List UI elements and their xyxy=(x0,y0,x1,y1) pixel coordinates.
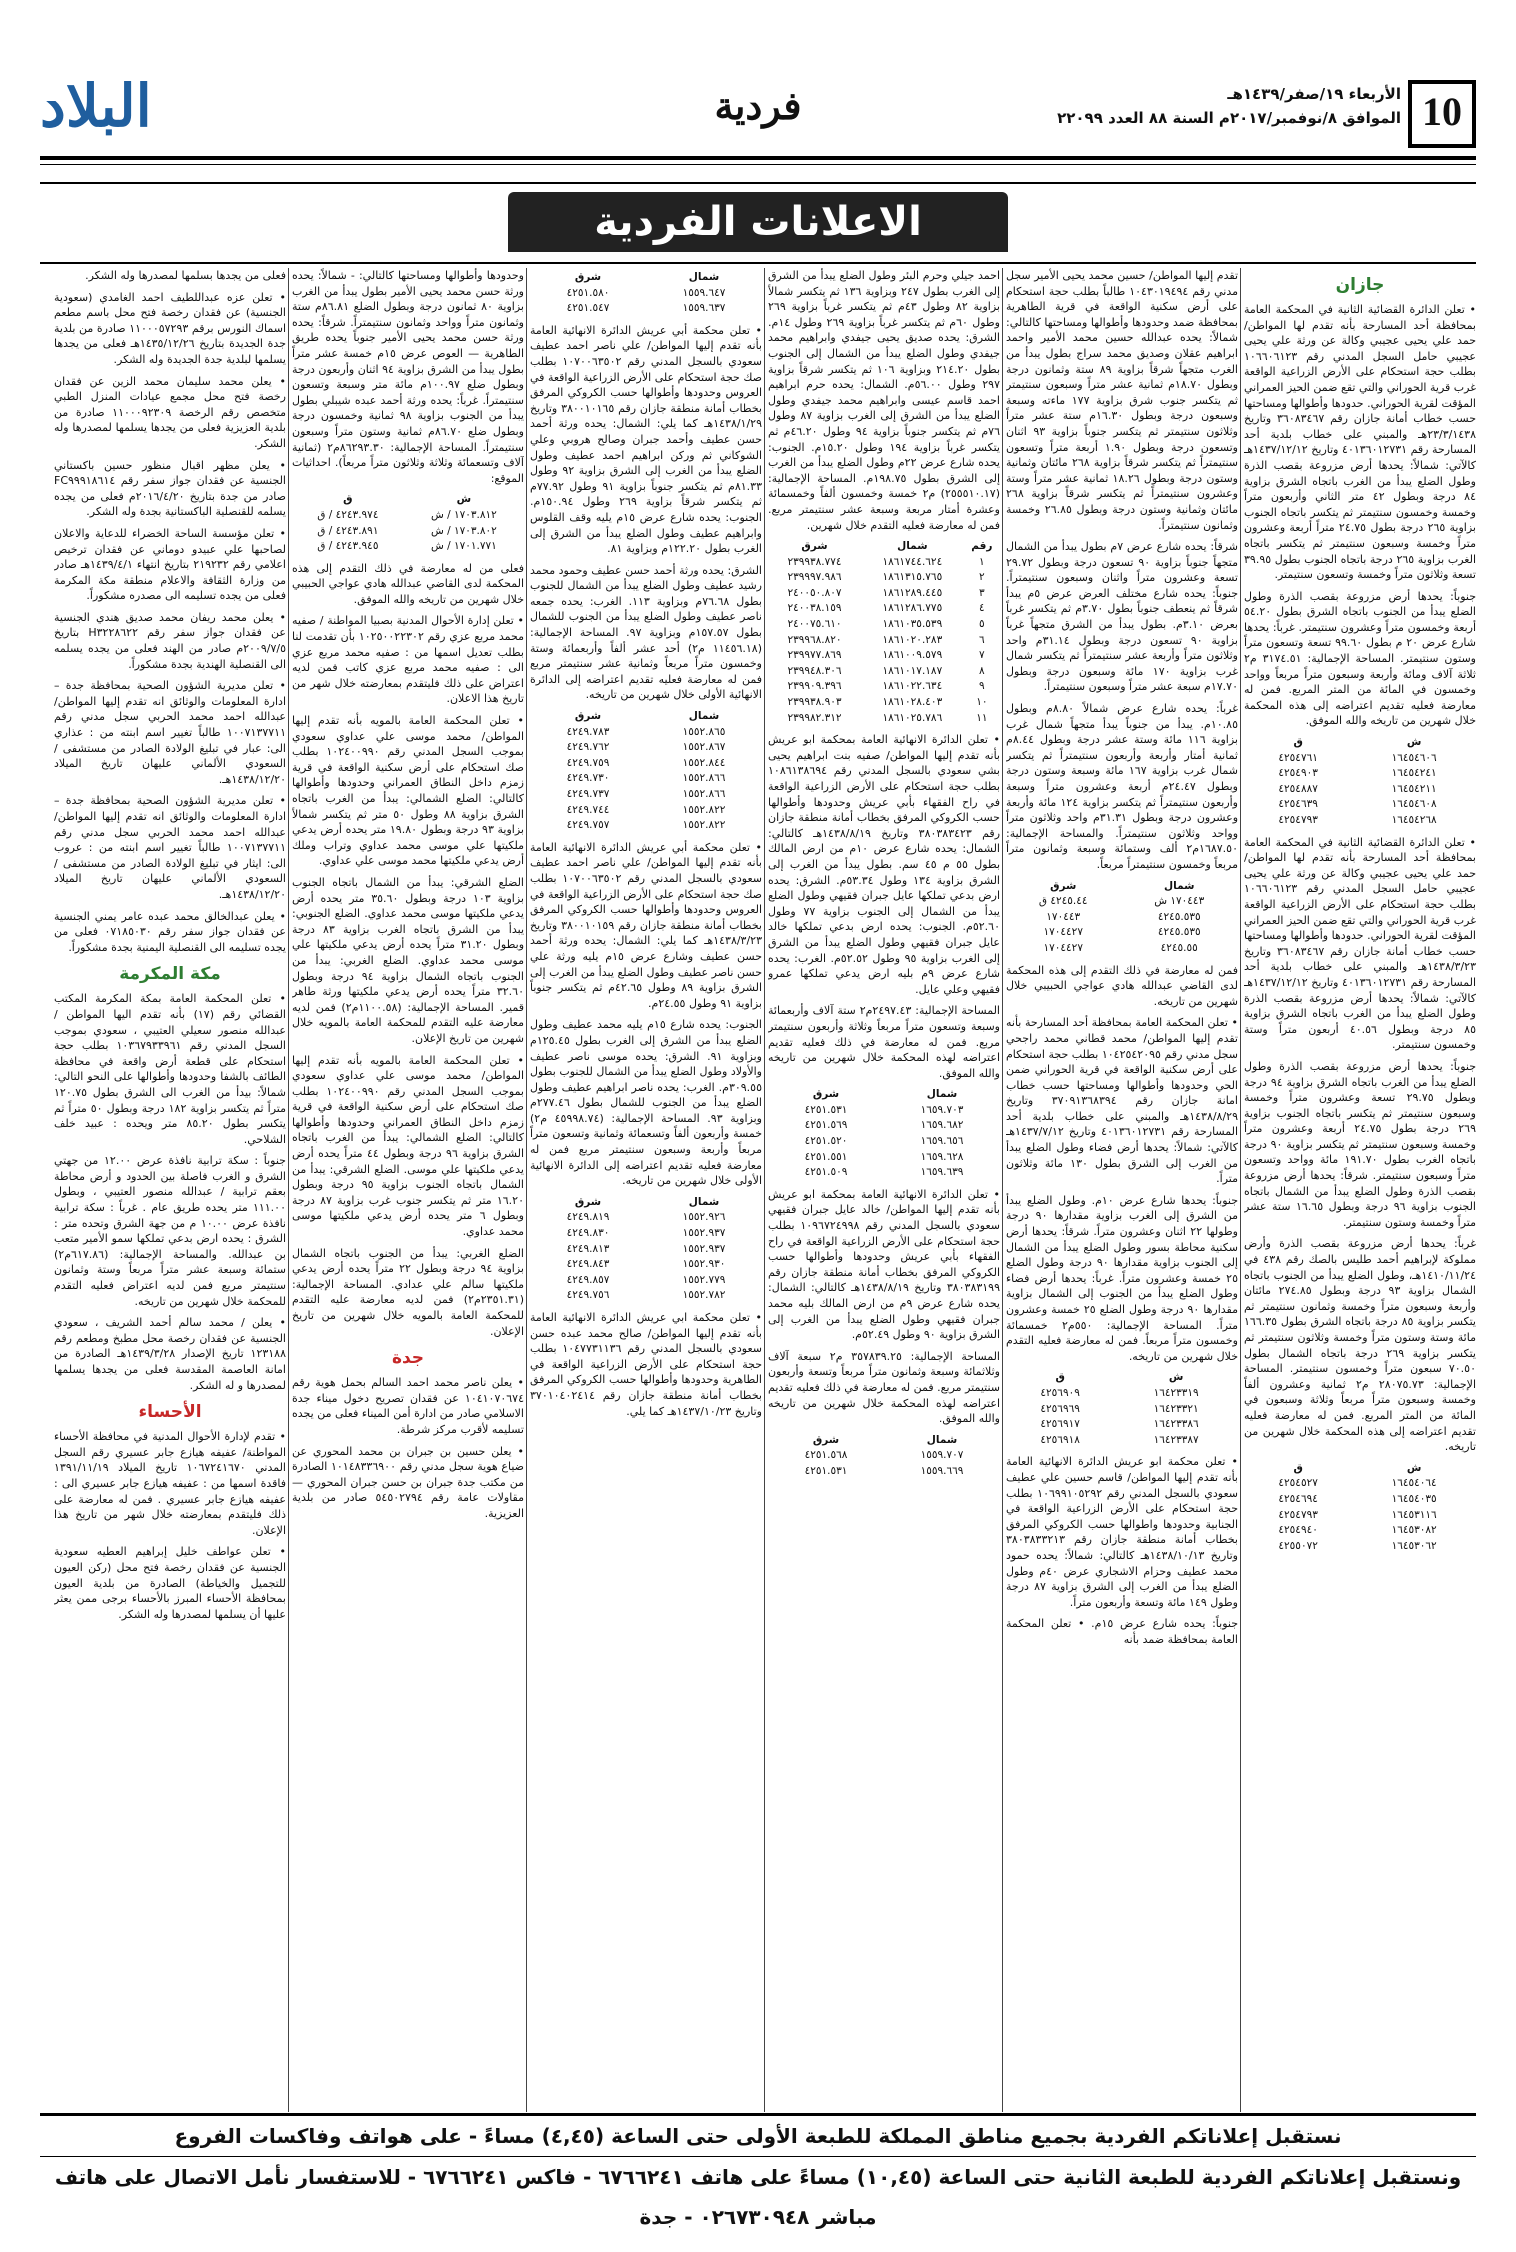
coordinate-cell: ٤٢٤٩.٧٥٩ xyxy=(566,756,610,769)
coordinate-cell: ٧ xyxy=(979,649,985,662)
table-row xyxy=(530,756,762,772)
coordinate-cell: ٤٢٤٣.٩٤٥ / ق xyxy=(317,540,379,553)
coordinate-cell: ١٨٦١٠٢٢.٦٣٤ xyxy=(882,680,943,693)
coordinate-cell: ١٥٥٢.٨٢٢ xyxy=(682,803,726,816)
coordinate-cell: ١٥٥٢.٨٦٧ xyxy=(682,741,726,754)
coordinates-header: شمال xyxy=(926,1088,958,1101)
coordinates-header: شرق xyxy=(574,1195,602,1208)
coordinate-cell: ٢٣٩٩٨٢.٣١٢ xyxy=(787,711,842,724)
table-row xyxy=(1006,910,1238,926)
table-row xyxy=(530,286,762,302)
page-number: 10 xyxy=(1408,80,1476,148)
coordinate-cell: ٢٣٩٩٤٨.٣٠٦ xyxy=(787,664,842,677)
table-row xyxy=(768,1448,1000,1464)
coordinate-cell: ١٦٤٢٣٣٨٦ xyxy=(1153,1418,1199,1431)
coordinate-cell: ١٨٦١٠٠٩.٥٧٩ xyxy=(882,649,943,662)
coordinate-cell: ١١ xyxy=(976,711,988,724)
coordinate-cell: ٤٢٤٩.٨٣٠ xyxy=(566,1227,610,1240)
classified-ad-text: • يعلن حسين بن جبران بن محمد المحوري عن ضياع هوية سجل مدني رقم ١٠١٤٨٣٣٦٩٠٠ الصادرة من مكتب جدة جبران بن حسن جبران المحوري — مقاولات عامة رقم ٥٤٥٠٢٧٩٤ صادر من بلدية العزيزية. xyxy=(292,1444,524,1520)
table-row xyxy=(768,664,1000,680)
table-row xyxy=(530,1242,762,1258)
table-row xyxy=(1244,1523,1476,1539)
coordinate-cell: ٤٢٥٤٧٦١ xyxy=(1278,751,1318,764)
classified-ad-text: • تعلن محكمة ابي عريش الدائرة الانهائية العامة بأنه تقدم إليها المواطن/ صالح محمد عبده حسن سعودي بالسجل المدني رقم ١٠٤٧٧٣١١٣٦ بطلب حجة استحكام على الأرض الزراعية الواقعة في الطاهرية وحدودها وأطوالها حسب الكروكي المرفق بخطاب أمانة منطقة جازان رقم ٣٧٠١٠٤٠٢٤١٤ وتاريخ ١٤٣٧/١٠/٢٣هـ كما يلي. xyxy=(530,1311,762,1418)
coordinate-cell: ١٧٠٤٤٢٧ xyxy=(1043,926,1083,939)
classified-ad-text: • يعلن / محمد سالم أحمد الشريف ، سعودي الجنسية عن فقدان رخصة محل مطبخ ومطعم رقم ١٢٣١٨٨ تاريخ الإصدار ١٤٣٩/٣/٢٨هـ الصادرة من امانة العاصمة المقدسة فعلى من يجدها يسلمها لمصدرها و له الشكر. xyxy=(54,1316,286,1392)
classified-ad-text: • تعلن محكمة ابو عريش الدائرة الانهائية العامة بأنه تقدم إليها المواطن/ قاسم حسين علي عطيف سعودي بالسجل المدني رقم ١٠٦٩٩١٠٥٢٩٢ بطلب حجة استحكام على الأرض الزراعية الواقعة في الجنابية وحدودها واطوالها حسب الكروكي المرفق بخطاب أمانة منطقة جازان رقم ٣٨٠٣٨٣٣٢١٣ وتاريخ ١٤٣٨/١٠/١٣هـ كالتالي: شمالاً: يحده حمود محمد عطيف وحزام الاشجاري عرض ٤٠م وطول الضلع يبدأ من الغرب إلى الشرق بزاوية ٨٧ درجة وطول ١٤٩ مائة وتسعة وأربعون متراً. xyxy=(1006,1455,1238,1609)
coordinates-header: شرق xyxy=(812,1433,840,1446)
coordinate-cell: ٤٢٤٩.٨١٣ xyxy=(566,1242,610,1255)
coordinate-cell: ١٦٤٥٣٠٦٢ xyxy=(1391,1539,1437,1552)
coordinates-header: شمال xyxy=(926,1433,958,1446)
masthead-rule-thin xyxy=(40,164,1476,165)
coordinate-cell: ١٨٦١٠٣٥.٥٣٩ xyxy=(882,618,943,631)
coordinate-cell: ١٦٤٥٣٠٨٢ xyxy=(1391,1524,1437,1537)
coordinate-cell: ١٨٦١٠٢٨.٤٠٣ xyxy=(882,696,943,709)
column-4 xyxy=(530,268,762,2112)
table-row xyxy=(530,1226,762,1242)
classified-ad-text: • تعلن المحكمة العامة بمحافظة أحد المسارحة بأنه تقدم إليها المواطن/ محمد قطاني محمد راجحي سجل مدني رقم ١٠٤٢٥٤٢٠٩٥ بطلب حجة استحكام على أرض سكنية الواقعة في قرية الحوراني ضمن الحي وحدودها وأطوالها ومساحتها حسب خطاب امانة جازان رقم ٣٧٠٩١٣٦٨٣٩٤ وتاريخ ١٤٣٨/٨/٢٩هـ والمبني على خطاب بلدية أحد المسارحة رقم ٤٠١٣٦٠١٢٧٣١ وتاريخ ١٤٣٧/٧/١٢هـ كالآتي: شمالاً: يحدها أرض فضاء وطول الضلع يبدأ من الغرب إلى الشرق بطول ١٣٠ مائة وثلاثون متراً. xyxy=(1006,1016,1238,1186)
coordinates-table xyxy=(768,1087,1000,1181)
coordinate-cell: ٤٢٤٩.٧٥٧ xyxy=(566,819,610,832)
classified-ad-text: • تعلن محكمة أبي عريش الدائرة الانهائية العامة بأنه تقدم إليها المواطن/ علي ناصر احمد عطيف سعودي بالسجل المدني رقم ١٠٧٠٠٦٣٥٠٢ بطلب صك حجة استحكام على الأرض الزراعية الواقعة في العروس وحدودها وأطوالها حسب الكروكي المرفق بخطاب أمانة منطقة جازان رقم ٣٨٠٠١٠١٦٥ وتاريخ ١٤٣٨/١/٢٩هـ كما يلي: الشمال: يحده ورثة أحمد حسن عطيف وأحمد جبران وصالح هروبي وعلي الشوكاني ثم وركن ابراهيم احمد عطيف وطول الضلع يبدأ من الغرب إلى الشرق بزاوية ٩٢ وطول ٨١.٣٣م ثم يتكسر جنوباً بزاوية ٩١ وطول ٧٧.٩٢م ثم يتكسر شرقاً بزاوية ٢٦٩ وطول ١٥٠.٩٤م. الجنوب: يحده شارع عرض ١٥م يليه وقف القلوس وابراهيم عطيف وطول الضلع يبدأ من الشرق إلى الغرب بطول ١٢٢.٢٠م وبزاوية ٨١. xyxy=(530,323,762,556)
coordinate-cell: ١٧٠٣.٨١٢ / ش xyxy=(430,508,497,521)
coordinate-cell: ٤٢٤٩.٨١٩ xyxy=(566,1211,610,1224)
banner-title: الاعلانات الفردية xyxy=(508,192,1008,252)
coordinate-cell: ١٧٠٣.٨٠٢ / ش xyxy=(430,524,497,537)
table-row xyxy=(1244,797,1476,813)
coordinate-cell: ٥ xyxy=(979,618,985,631)
coordinate-cell: ١٥٥٢.٨٦٦ xyxy=(682,772,726,785)
masthead-rule xyxy=(40,156,1476,160)
coordinate-cell: ٣ xyxy=(979,586,985,599)
coordinate-cell: ١٥٥٩.٧٠٧ xyxy=(920,1449,964,1462)
coordinate-cell: ٤٢٥١.٥٣١ xyxy=(804,1103,848,1116)
coordinate-cell: ١٦٤٥٤٠٦٤ xyxy=(1391,1477,1437,1490)
classifieds-banner xyxy=(40,182,1476,264)
classified-ad-text: شرقاً: يحده شارع عرض ٧م بطول يبدأ من الشمال متجهاً جنوباً بزاوية ٩٠ تسعون درجة وبطول ٢٩.٧٢ تسعة وعشرون متراً واثنان وسبعون سنتيمتراً. جنوباً: يحده شارع مختلف العرض عرض ٥م يبدأ شرقاً ثم ينعطف جنوباً بطول ٣.٧٠م ثم يتكسر غرباً بعرض ٣.١٠م. بطول يبدأ من الشرق متجهاً غرباً بزاوية ٩٠ تسعون درجة وبطول ٣١.١٤م واحد وثلاثون متراً وأربعة عشر سنتيمتراً ثم يتكسر شمال غرب بزاوية ١٧٠ مائة وسبعون درجة وبطول ١٧.٧٠م سبعة عشر متراً وسبعون سنتيمتراً. xyxy=(1006,540,1238,694)
table-row xyxy=(1006,925,1238,941)
coordinate-cell: ١٦٤٥٣١١٦ xyxy=(1391,1508,1437,1521)
coordinate-cell: ١٥٥٢.٧٧٩ xyxy=(682,1273,726,1286)
classified-ad-text: • تعلن عواطف خليل إبراهيم العطيه سعودية الجنسية عن فقدان رخصة فتح محل (ركن العيون للتجميل والخياطة) الصادرة من بلدية العيون بمحافظة الأحساء المبرز بالأحساء برجى ممن يعثر عليها أن يسلمها لمصدرها وله الشكر. xyxy=(54,1545,286,1621)
table-row xyxy=(768,633,1000,649)
coordinate-cell: ١٦٤٥٤٢١١ xyxy=(1391,782,1437,795)
coordinate-cell: ١٦٤٢٣٣١٩ xyxy=(1153,1386,1199,1399)
coordinate-cell: ٤٢٤٥.٤٤ ق xyxy=(1038,895,1088,908)
coordinate-cell: ١٧٠٤٤٢٧ xyxy=(1043,941,1083,954)
classified-ad-text: • تعلن الدائرة القضائية الثانية في المحكمة العامة بمحافظة أحد المسارحة بأنه تقدم لها المواطن/ حمد علي يحيى عجيبي وكالة عن ورثة علي يحيى عجيبي حامل السجل المدني رقم ١٠٦٦٠٦١٢٣ بطلب حجة استحكام على الأرض الزراعية الواقعة غرب قرية الحوراني والتي تقع ضمن الحيز العمراني المؤقت لقرية الحوراني. حدودها وأطوالها ومساحتها حسب خطاب أمانة جازان رقم ٣٦٠٨٣٤٦٧ وتاريخ ١٤٣٨/٣/٢٣هـ والمبني على خطاب بلدية أحد المسارحة رقم ٤٠١٣٦٠١٢٧٣١ وتاريخ ١٤٣٧/١٢/١٢هـ كالآتي: شمالاً: يحدها أرض مزروعة بقصب الذرة وطول الضلع يبدأ من الغرب باتجاه الشرق بزاوية ٨٥ درجة وبطول ٤٠.٥٦ أربعون متراً وستة وخمسون سنتيمتر. xyxy=(1244,835,1476,1052)
table-row xyxy=(768,1103,1000,1119)
classified-ad-text: فعلى من يجدها بسلمها لمصدرها وله الشكر. xyxy=(85,269,286,282)
table-row xyxy=(1244,813,1476,829)
footer-line-second-edition: ونستقبل إعلاناتكم الفردية للطبعة الثانية حتى الساعة (١٠,٤٥) مساءً على هاتف ٦٧٦٦٢٤١ - فاكس ٦٧٦٦٢٤١ - للاستفسار نأمل الاتصال على هاتف مباشر ٠٢٦٧٣٠٩٤٨ - جدة xyxy=(40,2156,1476,2237)
coordinate-cell: ١٦٥٩.٦٨٢ xyxy=(920,1119,964,1132)
classified-ad-text: • تعلن مؤسسة الساحة الخضراء للدعاية والاعلان لصاحبها علي عبيدو دوماني عن فقدان ترخيص اعلامي رقم ٢١٩٢٣٢ بتاريخ انتهاء ١٤٣٩/٤/١هـ صادر من وزارة الثقافة والاعلام منطقة مكة المكرمة فعلى من يجده تسليمه الى مصدره مشكوراً. xyxy=(54,526,286,603)
table-row xyxy=(1006,1417,1238,1433)
coordinate-cell: ٨ xyxy=(979,664,985,677)
coordinates-header: شرق xyxy=(812,1088,840,1101)
coordinates-header: شمال xyxy=(688,1195,720,1208)
coordinate-cell: ٤٢٤٥.٥٥ xyxy=(1160,941,1198,954)
city-heading: مكة المكرمة xyxy=(119,964,221,985)
column-divider xyxy=(1240,268,1241,2112)
classified-ad-text: • تقدم لإدارة الأحوال المدنية في محافظة الأحساء المواطنة/ عفيفه هيازع جابر عسيري رقم السجل المدني ١٠٦٧٢٤١٦٧٠ تاريخ الميلاد ١٣٩١/١١/١٩ فاقدة اسمها من : عفيفه هيازع جابر عسيري الى : عفيفه هيازع جابر عسيري . فمن له معارضة على ذلك فليتقدم بمعارضته خلال شهر من تاريخ هذا الإعلان. xyxy=(54,1430,286,1537)
coordinate-cell: ١٥٥٩.٦٦٩ xyxy=(920,1464,964,1477)
coordinates-table xyxy=(1006,879,1238,957)
coordinate-cell: ٤٢٤٩.٧٨٣ xyxy=(566,725,610,738)
classified-ad-text: • تعلن إدارة الأحوال المدنية بصبيا المواطنة / صفيه محمد مربع عزي رقم ١٠٢٥٠٠٢٢٣٠٢ بأن تقدمت لنا بطلب تعديل اسمها من : صفيه محمد مربع عزي الى : صفيه محمد مربع عزي كاتب فمن لديه اعتراض على ذلك فليتقدم بمعارضته خلال شهر من تاريخ هذا الاعلان. xyxy=(292,614,524,706)
classified-ad-text: تقدم إليها المواطن/ حسين محمد يحيى الأمير سجل مدني رقم ١٠٤٣٠١٩٤٩٤ طالباً بطلب حجة استحكام على أرض سكنية الواقعة في قرية الطاهرية بمحافظة ضمد وحدودها وأطوالها ومساحتها كالتالي: شمالاً: يحده عبدالله حسين محمد الأمير واحمد ابراهيم عقلان وصديق محمد سراج بطول يبدأ من الغرب متجهاً شرقاً بزاوية ٨٩ ستة وثمانون درجة وبطول ١٨.٧٠م ثمانية عشر متراً وسبعون سنتيمتر ثم يتكسر جنوب شرق بزاوية ١٧٧ ماءته وسبعة وسبعون درجة وبطول ١٦.٣٠م ستة عشر متراً وثلاثون سنتيمتر ثم يتكسر جنوباً بزاوية ٩٣ اثنان وتسعون درجة وبطول ١.٩٠ أربعة متراً وتسعون سنتيمتراً ثم يتكسر شرقاً بزاوية ٢٦٨ مائتان وثمانية وستون درجة وبطول ١٨.٢٦ ثمانية عشر متراً وستة وعشرون سنتيمتراً ثم يتكسر شرقاً بزاوية ٢٦٨ مائتان وثمانية وستون درجة وبطول ٢٦.٨٥ وخمسة وثمانون سنتيمتراً. xyxy=(1006,269,1238,532)
coordinate-cell: ٤٢٥١.٥٦٩ xyxy=(804,1119,848,1132)
coordinates-header: شمال xyxy=(897,540,928,553)
coordinates-table xyxy=(530,1195,762,1304)
classified-ad-text: جنوباً: يحدها شارع عرض ١٠م. وطول الضلع يبدأ من الشرق إلى الغرب بزاوية مقدارها ٩٠ درجة وطولها ٢٢ اثنان وعشرون متراً. شرقاً: يحدها أرض سكنية محاطة بسور وطول الضلع يبدأ من الشمال إلى الجنوب بزاوية مقدارها ٩٠ درجة وطول الضلع ٢٥ خمسة وعشرون متراً. غرباً: يحدها أرض فضاء وطول الضلع يبدأ من الجنوب إلى الشمال بزاوية مقدارها ٩٠ درجة وطول الضلع ٢٥ خمسة وعشرون متراً. المساحة الإجمالية: ٥٥٠م٢ خمسمائة وخمسون متراً مربعاً. فمن له معارضة فعليه التقدم خلال شهرين من تاريخه. xyxy=(1006,1193,1238,1363)
coordinate-cell: ٢٣٩٩٣٨.٧٧٤ xyxy=(787,555,842,568)
classified-ad-text: • يعلن محمد ريفان محمد صديق هندي الجنسية عن فقدان جواز سفر رقم H٣٢٢٨٦٢٢ بتاريخ ٢٠٠٩/٧/٥م صادر من الهند فعلى من يجده يسلمه الى القنصلية الهندية بجدة مشكوراً. xyxy=(54,610,286,671)
coordinate-cell: ١٥٥٢.٩٣٠ xyxy=(682,1258,726,1271)
classified-ad-text: • تعلن عزه عبداللطيف احمد الغامدي (سعودية الجنسية) عن فقدان رخصة فتح محل باسم مطعم اسماك النورس برقم ١١٠٠٠٥٧٢٩٣ صادرة من بلدية جدة الجديدة بتاريخ ١٤٣٥/١٢/٢٦هـ فعلى من يجدها يسلمها لبلدية جدة الجديدة وله الشكر. xyxy=(54,290,286,366)
coordinate-cell: ١٨٦١٢٨٦.٧٧٥ xyxy=(882,602,943,615)
coordinate-cell: ٤٢٥٥٠٧٢ xyxy=(1278,1539,1318,1552)
table-row xyxy=(1006,941,1238,957)
coordinate-cell: ١٥٥٢.٨٤٤ xyxy=(682,756,726,769)
coordinates-table xyxy=(1244,1461,1476,1555)
classified-ad-text: المساحة الإجمالية: ٣٥٧٨٣٩.٢٥ م٢ سبعة آلاف وثلاثمائة وسبعة وثمانون متراً مربعاً وتسعة وأربعون سنتيمتر مربع. فمن له معارضة في ذلك فعليه تقديم اعتراضه لهذه المحكمة خلال شهرين من تاريخه والله الموفق. xyxy=(768,1349,1000,1426)
table-row xyxy=(1244,751,1476,767)
coordinates-table xyxy=(292,492,524,554)
coordinate-cell: ٤٢٤٩.٧٤٤ xyxy=(566,803,610,816)
coordinates-table xyxy=(1244,735,1476,829)
table-row xyxy=(1244,1508,1476,1524)
coordinate-cell: ٤٢٤٩.٨٥٧ xyxy=(566,1273,610,1286)
table-row xyxy=(530,1288,762,1304)
coordinates-header: ش xyxy=(1406,736,1422,749)
table-row xyxy=(530,1273,762,1289)
coordinate-cell: ٤٢٥١.٥٤٧ xyxy=(566,302,610,315)
table-row xyxy=(1006,1402,1238,1418)
coordinate-cell: ٢٣٩٩٠٩.٣٩٦ xyxy=(787,680,842,693)
table-row xyxy=(768,1150,1000,1166)
coordinates-header: شرق xyxy=(801,540,828,553)
table-row xyxy=(530,771,762,787)
coordinates-header: شمال xyxy=(688,710,720,723)
column-divider xyxy=(764,268,765,2112)
coordinates-header: ش xyxy=(456,493,472,506)
coordinates-header: ق xyxy=(1293,1461,1303,1474)
coordinate-cell: ١٨٦١٠٢٠.٢٨٣ xyxy=(882,633,943,646)
coordinate-cell: ١٥٥٢.٩٣٧ xyxy=(682,1242,726,1255)
coordinate-cell: ٤٢٥١.٥٥١ xyxy=(804,1150,848,1163)
coordinate-cell: ١٥٥٢.٨٢٢ xyxy=(682,819,726,832)
coordinate-cell: ٤٢٥٦٩١٧ xyxy=(1040,1418,1080,1431)
coordinate-cell: ٢٣٩٩٩٧.٩٨٦ xyxy=(787,571,842,584)
coordinate-cell: ٤٢٤٣.٨٩١ / ق xyxy=(317,524,379,537)
coordinates-header: شرق xyxy=(574,271,602,283)
coordinate-cell: ١٨٦١٢٨٩.٤٤٥ xyxy=(882,586,943,599)
classified-ad-text: • تعلن مديرية الشؤون الصحية بمحافظة جدة –ادارة المعلومات والوثائق انه تقدم إليها المواطن/عبدالله احمد محمد الحربي سجل مدني رقم ١٠٠٧١٣٧٧١١ طالباً تغيير اسم ابنته من : عذاري الى: عبار في تبليغ الولادة الصادر من مستشفى / السعودي الألماني عليهان تاريخ الميلاد ١٤٣٨/١٢/٢٠هـ. xyxy=(54,679,286,786)
coordinate-cell: ٢٤٠٠٧٥.٦١٠ xyxy=(787,618,842,631)
coordinate-cell: ١٦٤٥٤٢٦٨ xyxy=(1391,814,1437,826)
table-row xyxy=(530,740,762,756)
coordinates-header: ق xyxy=(1293,736,1303,749)
coordinates-header: رقم xyxy=(971,540,993,553)
classified-ad-text: • تعلن الدائرة القضائية الثانية في المحكمة العامة بمحافظة أحد المسارحة بأنه تقدم لها المواطن/ حمد علي يحيى عجيبي وكالة عن ورثة علي يحيى عجيبي حامل السجل المدني رقم ١٠٦٦٠٦١٢٣ بطلب حجة استحكام على الأرض الزراعية الواقعة غرب قرية الحوراني والتي تقع ضمن الحيز العمراني المؤقت لقرية الحوراني. حدودها وأطوالها ومساحتها حسب خطاب أمانة جازان رقم ٣٦٠٨٣٤٦٧ وتاريخ ٢٣/٣/١٤٣٨هـ والمبني على خطاب بلدية أحد المسارحة رقم ٤٠١٣٦٠١٢٧٣١ وتاريخ ١٤٣٧/١٢/١٢هـ كالآتي: شمالاً: يحدها أرض مزروعة بقصب الذرة وطول الضلع يبدأ من الغرب باتجاه الشرق بزاوية ٨٤ درجة وبطول ٤٢ متر الثاني وأربعون متراً وخمسة وخمسون سنتيمتر ثم يتكسر باتجاه الجنوب بزاوية ٢٦٥ درجة بطول ٢٤.٧٥ متراً أربعة وعشرون متراً وخمسة وسبعون سنتيمتر ثم يتكسر باتجاه الغرب بزاوية ٢٦٥ درجة باتجاه الجنوب بطول ٣٩.٩٥ تسعة وثلاثون متراً وخمسة وتسعون سنتيمتر. xyxy=(1244,303,1476,582)
coordinate-cell: ٤٢٥٦٩١٨ xyxy=(1040,1433,1080,1446)
table-row xyxy=(530,787,762,803)
table-row xyxy=(1006,1433,1238,1449)
coordinates-table xyxy=(1006,1370,1238,1448)
coordinates-header: ش xyxy=(1168,1371,1184,1384)
coordinates-table xyxy=(530,709,762,834)
coordinate-cell: ٤٢٤٩.٧٣٧ xyxy=(566,788,610,800)
coordinate-cell: ٤٢٥٤٧٩٣ xyxy=(1278,814,1318,826)
coordinate-cell: ١٦٥٩.٦٣٩ xyxy=(920,1166,964,1179)
classified-ad-text: فمن له معارضة في ذلك التقدم إلى هذه المحكمة لدى القاضي عبدالله هادي عواجي الحبيبي خلال شهرين من تاريخه. xyxy=(1006,963,1238,1008)
coordinate-cell: ١٧٠٤٤٣ ش xyxy=(1154,895,1205,908)
column-divider xyxy=(288,268,289,2112)
table-row xyxy=(768,1134,1000,1150)
coordinate-cell: ٢٤٠٠٣٨.١٥٩ xyxy=(787,602,842,615)
coordinate-cell: ٤٢٥١.٥٢٠ xyxy=(804,1135,848,1148)
table-row xyxy=(530,803,762,819)
coordinate-cell: ١٥٥٩.٦٣٧ xyxy=(682,302,726,315)
table-row xyxy=(768,617,1000,633)
coordinates-header: شمال xyxy=(688,271,720,283)
table-row xyxy=(1006,894,1238,910)
classified-ad-text: جنوباً : سكة ترابية نافذة عرض ١٢.٠٠ من جهتي الشرق و الغرب فاصلة بين الحدود و أرض محاطة بعقم ترابية / عبدالله منصور العتيبي ، وبطول ١١١.٠٠ متر يحده طريق عام . غرباً : سكة ترابية نافذة عرض ١٠.٠٠ م من جهة الشرق وتحده متر : الشرق : يحده ارض بدعي تملكها سمو الأمير متعب بن عبدالله. والمساحة الإجمالية: (٦١٧.٨٦م٢) ستمائة وسبعة عشر متراً مربعاً وستة وثمانون سنتيمتر مربع فمن لديه اعتراض فعليه التقدم للمحكمة خلال شهرين من تاريخه. xyxy=(54,1154,286,1308)
coordinate-cell: ١٧٠٤٤٣ xyxy=(1046,910,1081,923)
coordinates-header: ش xyxy=(1406,1461,1422,1474)
footer-notice xyxy=(40,2113,1476,2229)
classified-ad-text: جنوباً: يحدها أرض مزروعة بقصب الذرة وطول الضلع يبدأ من الجنوب باتجاه الشرق بطول ٥٤.٢٠ أربعة وخمسون متراً وعشرون سنتيمتر. غرباً: يحدها شارع عرض ٢٠ م بطول ٩٩.٦٠ تسعة وتسعون متراً وستون سنتيمتر. المساحة الإجمالية: ٣١٧٤.٥١ م٢ ثلاثة آلاف ومائة وأربعة وسبعون متراً مربعاً وواحد وخمسون في المائة من المتر المربع. فمن له معارضة فعليه تقديم اعتراضه إلى هذه المحكمة خلال شهرين من تاريخه والله الموفق. xyxy=(1244,589,1476,728)
coordinate-cell: ٤٢٥١.٥٦٨ xyxy=(804,1449,848,1462)
newspaper-logo: البلاد xyxy=(40,72,152,140)
coordinates-table xyxy=(768,1433,1000,1480)
coordinate-cell: ١٦٤٥٤٦٠٦ xyxy=(1391,751,1437,764)
coordinate-cell: ٤٢٥١.٥٨٠ xyxy=(566,286,610,299)
coordinates-table xyxy=(530,270,762,317)
masthead xyxy=(40,70,1476,170)
coordinates-header: ق xyxy=(343,493,353,506)
coordinate-cell: ١٨٦١٧٤٤.٦٢٤ xyxy=(882,555,943,568)
city-heading: جدة xyxy=(391,1348,425,1369)
table-row xyxy=(768,695,1000,711)
coordinate-cell: ٢٣٩٩٣٨.٩٠٣ xyxy=(787,696,842,709)
classified-ad-text: الشرق: يحده ورثة أحمد حسن عطيف وحمود محمد رشيد عطيف وطول الضلع يبدأ من الشمال للجنوب بطول ٧٦.٦٨م وبزاوية ١١٣. الغرب: يحده جمعه ناصر عطيف وطول الضلع يبدأ من الجنوب للشمال بطول ١٥٧.٥٧م وبزاوية ٩٧. المساحة الإجمالية: (١١٤٥٦.١٨ م٢) أحد عشر ألفاً وأربعمائة وستة وخمسون متراً مربعاً وثمانية عشر سنتيمتر مربع فمن له معارضة فعليه تقديم اعتراضه إلى الدائرة الانهائية الأولى خلال شهرين من تاريخه. xyxy=(530,563,762,702)
coordinate-cell: ٤٢٤٩.٧٦٢ xyxy=(566,741,610,754)
coordinate-cell: ٢٤٠٠٥٠.٨٠٧ xyxy=(787,586,842,599)
column-2 xyxy=(1006,268,1238,2112)
coordinates-header: شمال xyxy=(1164,879,1195,892)
footer-line-first-edition: نستقبل إعلاناتكم الفردية بجميع مناطق المملكة للطبعة الأولى حتى الساعة (٤,٤٥) مساءً - على هواتف وفاكسات الفروع xyxy=(174,2124,1342,2148)
coordinate-cell: ٤٢٥١.٥٣١ xyxy=(804,1464,848,1477)
coordinate-cell: ٤٢٥٤٩٠٣ xyxy=(1278,767,1318,780)
coordinate-cell: ٤٢٥٤٦٩٤ xyxy=(1278,1492,1318,1505)
classified-ad-text: • تعلن محكمة أبي عريش الدائرة الانهائية العامة بأنه تقدم إليها المواطن/ علي ناصر احمد عطيف سعودي بالسجل المدني رقم ١٠٧٠٠٦٣٥٠٢ بطلب صك حجة استحكام على الأرض الزراعية الواقعة في العروس وحدودها وأطوالها حسب الكروكي المرفق بخطاب أمانة منطقة جازان رقم ٣٨٠٠١٠١٥٩ وتاريخ ١٤٣٨/٣/٢٣هـ كما يلي: الشمال: يحده ورثة أحمد حسن عطيف وشارع عرض ١٥م يليه ورثة علي حسن ناصر عطيف وطول الضلع يبدأ من الغرب إلى الشرق بزاوية ٨٩ وطول ٤٢.٦٥م ثم يتكسر جنوباً بزاوية ٩١ وطول ٢٤.٥٥م. xyxy=(530,840,762,1010)
table-row xyxy=(768,648,1000,664)
coordinate-cell: ٤٢٥٦٩٦٩ xyxy=(1040,1402,1080,1415)
table-row xyxy=(530,818,762,834)
coordinate-cell: ٤٢٤٩.٧٥٦ xyxy=(566,1289,610,1302)
column-5 xyxy=(292,268,524,2112)
coordinate-cell: ١٦٤٥٤٢٤١ xyxy=(1391,767,1437,780)
classified-ad-text: • تعلن المحكمة العامة بالمويه بأنه تقدم إليها المواطن/ محمد موسى علي عداوي سعودي بموجب السجل المدني رقم ١٠٢٤٠٠٩٩٠ بطلب صك استحكام على أرض سكنية الواقعة في قرية زمزم داخل النطاق العمراني وحدودها وأطوالها كالتالي: الضلع الشمالي: يبدأ من الغرب باتجاه الشرق بزاوية ٩٦ درجة وبطول ٤٤ متراً يحده أرض يدعي ملكيتها علي موسى. الضلع الشرقي: يبدأ من الشمال باتجاه الجنوب بزاوية ٩٥ درجة وبطول ١٦.٢٠ متر ثم يتكسر جنوب غرب بزاوية ٨٧ درجة وبطول ٦ متر يحده أرض يدعي ملكيتها موسى محمد عداوي. xyxy=(292,1053,524,1239)
city-heading: جازان xyxy=(1335,275,1385,295)
coordinate-cell: ١٨٦١٠٢٥.٧٨٦ xyxy=(882,711,943,724)
coordinate-cell: ٩ xyxy=(979,680,985,693)
column-divider xyxy=(1002,268,1003,2112)
classified-ad-text: جنوباً: يحده شارع عرض ١٥م. • تعلن المحكمة العامة بمحافظة ضمد بأنه xyxy=(1006,1617,1238,1646)
coordinate-cell: ٤٢٥٤٧٩٣ xyxy=(1278,1508,1318,1521)
table-row xyxy=(1006,1386,1238,1402)
coordinate-cell: ١٦٤٢٣٣٨٧ xyxy=(1153,1433,1199,1446)
table-row xyxy=(530,1257,762,1273)
classified-ad-text: احمد جيلي وحرم البئر وطول الضلع يبدأ من الشرق إلى الغرب بطول ٢٤٧ وبزاوية ١٣٦ ثم يتكسر شمالاً بزاوية ٨٢ وطول ٤٣م ثم يتكسر غرباً بزاوية ٢٦٩ وطول ٦٠م ثم يتكسر غرباً بزاوية ٢٦٩ وطول ١٤م. الشرق: يحده صديق يحيى جيفدي وابراهيم محمد جيفدي وطول الضلع يبدأ من الشمال إلى الجنوب بطول ٢١٤.٢٠ وبزاوية ١٠٦ ثم يتكسر شرقاً بزاوية ٢٩٧ وطول ٥٦.٠٠م. الشمال: يحده حرم ابراهيم احمد قاسم عيسى وابراهيم محمد جيفدي وطول الضلع يبدأ من الشرق إلى الغرب بزاوية ٨٧ وطول ٧٦م ثم يتكسر جنوباً بزاوية ٩٤ وطول ٤٦.٢٠م ثم يتكسر غرباً بزاوية ١٩٤ وطول ١٥.٢٠م. الجنوب: يحده شارع عرض ٢٢م وطول الضلع يبدأ من الغرب إلى الشرق بطول ١٩٨.٧٥م. المساحة الإجمالية: (٢٥٥٥١٠.١٧) م٢ خمسة وخمسون ألفاً وخمسمائة وعشرة أمتار مربعة وسبعة عشر سنتيمتر مربع. فمن له معارضة فعليه التقدم خلال شهرين. xyxy=(768,269,1000,532)
table-row xyxy=(1244,1539,1476,1555)
city-heading: الأحساء xyxy=(138,1402,202,1423)
table-row xyxy=(768,570,1000,586)
coordinate-cell: ٤٢٤٩.٨٤٣ xyxy=(566,1258,610,1271)
coordinate-cell: ٢ xyxy=(979,571,985,584)
coordinate-cell: ٤٢٥١.٥٠٩ xyxy=(804,1166,848,1179)
coordinate-cell: ٤٢٥٤٨٨٧ xyxy=(1278,782,1318,795)
coordinate-cell: ١٦٤٢٣٣٢١ xyxy=(1153,1402,1199,1415)
coordinate-cell: ١٥٥٩.٦٤٧ xyxy=(682,286,726,299)
table-row xyxy=(292,524,524,540)
coordinate-cell: ١٦٥٩.٧٠٣ xyxy=(920,1103,964,1116)
classified-ad-text: • تعلن المحكمة العامة بالمويه بأنه تقدم إليها المواطن/ محمد موسى علي عداوي سعودي بموجب السجل المدني رقم ١٠٢٤٠٠٩٩٠ بطلب صك استحكام على أرض سكنية الواقعة في قرية زمزم داخل النطاق العمراني وحدودها وأطوالها كالتالي: الضلع الشمالي: يبدأ من الغرب باتجاه الشرق بزاوية ٨٨ وطول ٥٠ متر ثم يتكسر شمالاً بزاوية ٩٣ درجة وبطول ١٩.٨٠ متر يحده أرض يدعي ملكيتها علي موسى محمد عداوي وتراب وملك أرض يدعي ملكيتها محمد موسى علي عداوي. xyxy=(292,714,524,868)
table-row xyxy=(768,555,1000,571)
coordinate-cell: ٤٢٥٤٥٢٧ xyxy=(1278,1477,1318,1490)
classified-ad-text: • تعلن الدائرة الانهائية العامة بمحكمة ابو عريش بأنه تقدم إليها المواطن/ خالد عايل جبران فقيهي سعودي بالسجل المدني رقم ١٠٩٦٧٢٤٩٩٨ بطلب حجة استحكام على الأرض الزراعية الواقعة في راح الفقهاء بأبي عريش وحدودها وأطوالها حسب الكروكي المرفق بخطاب أمانة منطقة جازان رقم ٣٨٠٣٨٣١٩٩ وتاريخ ١٤٣٨/٨/١٩هـ كالتالي: الشمال: يحده شارع عرض ٩م من ارض المالك بليه محمد جبران فقيهي وطول الضلع يبدأ من الغرب إلى الشرق بزاوية ٩٠ وطول ٥٢.٤٩م. xyxy=(768,1187,1000,1342)
table-row xyxy=(768,711,1000,727)
table-row xyxy=(768,1464,1000,1480)
coordinates-table xyxy=(768,539,1000,726)
coordinate-cell: ١٥٥٢.٩٣٧ xyxy=(682,1227,726,1240)
coordinate-cell: ١٥٥٢.٨٦٦ xyxy=(682,788,726,800)
coordinate-cell: ١٦٥٩.٦٥٦ xyxy=(920,1135,964,1148)
coordinate-cell: ١٧٠١.٧٧١ / ش xyxy=(430,540,497,553)
coordinate-cell: ٤٢٤٣.٩٧٤ / ق xyxy=(317,508,379,521)
table-row xyxy=(768,1165,1000,1181)
coordinate-cell: ١٦٤٥٤٦٠٨ xyxy=(1391,798,1437,811)
table-row xyxy=(530,725,762,741)
classified-ad-text: غرباً: يحده شارع عرض شمالاً ٨.٨٠م وبطول ١٠.٨٥م. يبدأ من جنوباً يبدأ متجهاً شمال غرب بزاوية ١١٦ مائة وستة عشر درجة وبطول ٨.٤٤م ثمانية أمتار وأربعة وأربعون سنتيمتراً ثم يتكسر شمال غرب بزاوية ١٦٧ مائة وسبعة وستون درجة وبطول ٢٤.٤٧م أربعة وعشرون متراً وسبعة وأربعون سنتيمتراً ثم يتكسر بزاوية ١٢٤ مائة وأربعة وعشرون درجة وبطول ٣١.٣١م واحد وثلاثون متراً وواحد وثلاثون سنتيمتراً. والمساحة الإجمالية: ١٦٨٧.٥٠م٢ ألف وستمائة وسبعة وثمانون متراً مربعاً وخمسون سنتيمتراً مربعاً. xyxy=(1006,702,1238,871)
table-row xyxy=(530,301,762,317)
coordinate-cell: ١٥٥٢.٨٦٥ xyxy=(682,725,726,738)
table-row xyxy=(1244,782,1476,798)
coordinate-cell: ٦ xyxy=(979,633,985,646)
classified-ad-text: المساحة الإجمالية: ٢٤٩٧.٤٣م٢ ستة آلاف وأربعمائة وسبعة وتسعون متراً مربعاً وثلاثة وأربعون سنتيمتر مربع. فمن له معارضة في ذلك فعليه تقديم اعتراضه لهذه المحكمة خلال شهرين من تاريخه والله الموفق. xyxy=(768,1004,1000,1080)
coordinate-cell: ١ xyxy=(979,555,985,568)
column-1 xyxy=(1244,268,1476,2112)
column-divider xyxy=(526,268,527,2112)
column-6 xyxy=(54,268,286,2112)
table-row xyxy=(292,508,524,524)
section-title: فردية xyxy=(714,83,802,128)
table-row xyxy=(1244,766,1476,782)
coordinate-cell: ٢٣٩٩٧٧.٨٦٩ xyxy=(787,649,842,662)
coordinates-header: ق xyxy=(1055,1371,1065,1384)
coordinate-cell: ٤٢٤٩.٧٣٠ xyxy=(566,772,610,785)
table-row xyxy=(1244,1492,1476,1508)
classified-ad-text: الجنوب: يحده شارع ١٥م يليه محمد عطيف وطول الضلع يبدأ من الشرق إلى الغرب بطول ١٢٥.٤٥م وبزاوية ٩١. الشرق: يحده موسى ناصر عطيف والأولاد وطول الضلع يبدأ من الشمال للجنوب بطول ٣٠٩.٥٥م. الغرب: يحده ناصر ابراهيم عطيف وطول الضلع يبدأ من الجنوب للشمال بطول ٢٧٧.٤٦م وبزاوية ٩٣. المساحة الإجمالية: (٤٥٩٩٨.٧٤ م٢) خمسة وأربعون ألفاً وتسعمائة وثمانية وتسعون متراً مربعاً وأربعة وسبعون سنتيمتر مربع فمن له معارضة فعليه تقديم اعتراضه إلى الدائرة الانهائية الأولى خلال شهرين من تاريخه. xyxy=(530,1018,762,1188)
coordinate-cell: ١٨٦١٣١٥.٧٦٥ xyxy=(882,571,943,584)
classified-ad-text: غرباً: يحدها أرض مزروعة بقصب الذرة وأرض مملوكة لإبراهيم أحمد طليس بالصك رقم ٤٣٨ في ١٤١٠/١١/٢٤هـ، وطول الضلع يبدأ من الجنوب باتجاه الشمال بزاوية ٩٣ درجة وبطول ٢٧٤.٨٥ مائتان وأربعة وسبعون متراً وخمسة وثمانون سنتيمتر ثم يتكسر بزاوية ٨٥ درجة باتجاه الشرق بطول ١٦٦.٣٥ مائة وستة وستون متراً وخمسة وثلاثون سنتيمتر ثم يتكسر بزاوية ٢٦٩ درجة باتجاه الشمال بطول ٧٠.٥٠ سبعون متراً وخمسون سنتيمتر. المساحة الإجمالية: ٢٨٠٧٥.٧٣ م٢ ثمانية وعشرون ألفاً وخمسة وسبعون متراً مربعاً وثلاثة وسبعون في المائة من المتر المربع. فمن له معارضة فعليه تقديم اعتراضه إلى هذه المحكمة خلال شهرين من تاريخه. xyxy=(1244,1237,1476,1454)
table-row xyxy=(292,539,524,555)
coordinate-cell: ١٦٤٥٤٠٣٥ xyxy=(1391,1492,1437,1505)
classified-ad-text: • تعلن مديرية الشؤون الصحية بمحافظة جدة –ادارة المعلومات والوثائق انه تقدم إليها المواطن/عبدالله احمد محمد الحربي سجل مدني رقم ١٠٠٧١٣٧٧١١ طالباً تغيير اسم ابنته من : عروب الى: ايثار في تبليغ الولادة الصادر من مستشفى / السعودي الألماني عليهان تاريخ الميلاد ١٤٣٨/١٢/٢٠هـ. xyxy=(54,794,286,901)
table-row xyxy=(768,586,1000,602)
classified-ad-text: • تعلن المحكمة العامة بمكة المكرمة المكتب القضائي رقم (١٧) بأنه تقدم اليها المواطن / عبدالله منصور سعيلي العتيبي ، سعودي بموجب السجل المدني رقم ١٠٣٦٧٩٣٣٩٦١ بطلب حجة استحكام على قطعة أرض واقعة في محافظة الطائف بالشفا وحدودها وأطوالها على النحو التالي: شمالاً: بيدأ من الغرب الى الشرق بطول ١٢٠.٧٥ متراً ثم يتكسر بزاوية ١٨٢ درجة وبطول ٥٠ متراً ثم يتكسر بطول ٨٥.٢٠ متر ويحده : عبيد خلف الشلاحي. xyxy=(54,992,286,1146)
table-row xyxy=(768,679,1000,695)
coordinate-cell: ٤٢٥٦٩٠٩ xyxy=(1040,1386,1080,1399)
coordinate-cell: ١٥٥٢.٧٨٢ xyxy=(682,1289,726,1302)
classified-ad-text: جنوباً: يحدها أرض مزروعة بقصب الذرة وطول الضلع يبدأ من الغرب باتجاه الشرق بزاوية ٩٤ درجة وبطول ٢٩.٧٥ تسعة وعشرون متراً وخمسة وسبعون سنتيمتر ثم يتكسر باتجاه الجنوب بزاوية ٢٦٩ درجة بطول ٢٤.٧٥ أربعة وعشرون متراً وخمسة وسبعون سنتيمتر ثم يتكسر بزاوية ٩٠ درجة باتجاه الغرب بطول ١٩١.٧٠ مائة وواحد وتسعون متراً وسبعون سنتيمتر. شرقاً: يحدها أرض مزروعة بقصب الذرة وطول الضلع يبدأ من الشمال باتجاه الجنوب بزاوية ٩٦ درجة وبطول ١٦.٦٥ ستة عشر متراً وخمسة وستون سنتيمتر. xyxy=(1244,1059,1476,1229)
classified-ad-text: فعلى من له معارضة في ذلك التقدم إلى هذه المحكمة لدى القاضي عبدالله هادي عواجي الحبيبي خلال شهرين من تاريخه والله الموفق. xyxy=(292,561,524,606)
classified-ad-text: • يعلن محمد سليمان محمد الزين عن فقدان رخصة فتح محل مجمع عيادات المنزل الطبي متخصص رقم الرخصة ١١٠٠٠٩٢٣٠٩ صادرة من بلدية العزيزية فعلى من يجدها يسلمها لمصدرها وله الشكر. xyxy=(54,374,286,450)
ad-columns xyxy=(40,268,1476,2112)
classified-ad-text: • يعلن ناصر محمد احمد السالم بحمل هوية رقم ١٠٤١٠٧٠٦٧٤ عن فقدان تصريح دخول ميناء جدة الاسلامي صادر من ادارة أمن الميناء فعلى من يجده تسليمه لأقرب مركز شرطة. xyxy=(292,1376,524,1436)
classified-ad-text: • تعلن الدائرة الانهائية العامة بمحكمة ابو عريش بأنه تقدم إليها المواطن/ صفيه بنت ابراهيم يحيى بشي سعودي بالسجل المدني رقم ١٠٨٦١٣٨٦٩٤ بطلب حجة استحكام على الأرض الزراعية الواقعة في راح الفقهاء بأبي عريش وحدودها وأطوالها حسب الكروكي المرفق بخطاب أمانة منطقة جازان رقم ٣٨٠٣٨٣٤٢٣ وتاريخ ١٤٣٨/٨/١٩هـ كالتالي: الشمال: يحده شارع عرض ١٠م من ارض المالك بطول ٥٥ م ٤٥ سم. بطول يبدأ من الغرب إلى الشرق بزاوية ١٣٤ وطول ٥٣.٣٤م. الشرق: يحده ارض بدعي تملكها عايل جبران فقيهي وطول الضلع يبدأ من الشمال إلى الجنوب بزاوية ٧٧ وطول ٥٢.٦٠م. الجنوب: يحده ارض بدعي تملكها خالد عايل جبران فقيهي وطول الضلع يبدأ من الشرق إلى الغرب بزاوية ٩٥ وطول ٥٢.٥٢م. الغرب: يحده شارع عرض ٩م بليه ارض يدعي تملكها عمرو فقيهي وعلي عايل. xyxy=(768,733,1000,996)
table-row xyxy=(530,1210,762,1226)
table-row xyxy=(1244,1476,1476,1492)
coordinate-cell: ١٨٦١٠١٧.١٨٧ xyxy=(882,664,943,677)
table-row xyxy=(768,601,1000,617)
date-gregorian: الموافق ٨/نوفمبر/٢٠١٧م السنة ٨٨ العدد ٢٢٠٩٩ xyxy=(1057,109,1401,127)
coordinate-cell: ٤ xyxy=(979,602,985,615)
column-3 xyxy=(768,268,1000,2112)
coordinate-cell: ١٠ xyxy=(976,696,988,709)
coordinate-cell: ١٦٥٩.٦٢٨ xyxy=(920,1150,964,1163)
coordinates-header: شرق xyxy=(1050,879,1077,892)
date-hijri: الأربعاء ١٩/صفر/١٤٣٩هـ xyxy=(1227,85,1401,103)
classified-ad-text: وحدودها وأطوالها ومساحتها كالتالي: - شمالاً: يحده ورثة حسن محمد يحيى الأمير بطول يبدأ من الغرب بزاوية ٨٠ ثمانون درجة وبطول الضلع ٨٦.٨١م ستة وثمانون متراً وواحد وثمانون سنتيمتراً. شرقاً: يحده ورثة حسن محمد يحيى الأمير جنوباً يحده طريق الطاهرية — العوص عرض ١٥م خمسة عشر متراً بطول يبدأ من الشرق بزاوية ٩٤ اثنان وأربعون درجة وبطول ضلع ١٠٠.٩٧م مائة متر وسبعة وتسعون سنتيمتراً. غرباً: يحده ورثة أحمد عبده شيبلي بطول يبدأ من الجنوب بزاوية ٩٨ ثمانية وخمسون درجة وبطول ضلع ٨٦.٧٠م ثمانية وستون متراً وسبعون سنتيمتراً. المساحة الإجمالية: ٨٦٢٩٣.٣٠م٢ (ثمانية آلاف وتسعمائة وثلاثة وثلاثون متراً مربعاً). احداثيات الموقع: xyxy=(292,269,524,485)
classified-ad-text: • يعلن مظهر اقبال منظور حسين باكستاني الجنسية عن فقدان جواز سفر رقم FC٩٩٩١٨٦١٤ صادر من جدة بتاريخ ٢٠١٦/٤/٢٠م فعلى من يجده يسلمه للقنصلية الباكستانية بجدة وله الشكر. xyxy=(54,458,286,519)
table-row xyxy=(768,1118,1000,1134)
classified-ad-text: الضلع الغربي: يبدأ من الجنوب باتجاه الشمال بزاوية ٩٤ درجة وبطول ٢٢ متراً يحده أرض يدعي ملكيتها سالم علي عدادي. المساحة الإجمالية: (٢٣٥١.٣١م٢) فمن لديه معارضة عليه التقدم للمحكمة العامة بالمويه خلال شهرين من تاريخ الإعلان. xyxy=(292,1246,524,1338)
classified-ad-text: • يعلن عبدالخالق محمد عبده عامر يمني الجنسية عن فقدان جواز سفر رقم ٠٧١٨٥٠٣٠ فعلى من يجده تسليمه الى القنصلية اليمنية بجدة مشكوراً. xyxy=(54,909,286,954)
coordinates-header: شرق xyxy=(574,710,602,723)
coordinate-cell: ٤٢٤٥.٥٣٥ xyxy=(1157,910,1201,923)
coordinate-cell: ٢٣٩٩٦٨.٨٢٠ xyxy=(787,633,842,646)
coordinate-cell: ١٥٥٢.٩٢٦ xyxy=(682,1211,726,1224)
coordinate-cell: ٤٢٥٤٦٣٩ xyxy=(1278,798,1318,811)
coordinate-cell: ٤٢٤٥.٥٣٥ xyxy=(1157,926,1201,939)
classified-ad-text: الضلع الشرقي: يبدأ من الشمال باتجاه الجنوب بزاوية ١٠٣ درجة وبطول ٣٥.٦٠ متر يحده أرض يدعي ملكيتها موسى محمد عداوي. الضلع الجنوبي: يبدأ من الشرق باتجاه الغرب بزاوية ٨٣ درجة وبطول ٣١.٢٠ متراً يحده أرض يدعي ملكيتها علي موسى محمد عداوي. الضلع الغربي: يبدأ من الجنوب باتجاه الشمال بزاوية ٩٤ درجة وبطول ٣٢.٦٠ متراً يحده أرض يدعي ملكيتها ورثة طاهر قمير. المساحة الإجمالية: (١١٠٠.٥٨م٢) فمن لديه معارضة عليه التقدم للمحكمة العامة بالمويه خلال شهرين من تاريخ الإعلان. xyxy=(292,875,524,1045)
coordinate-cell: ٤٢٥٤٩٤٠ xyxy=(1278,1524,1318,1537)
